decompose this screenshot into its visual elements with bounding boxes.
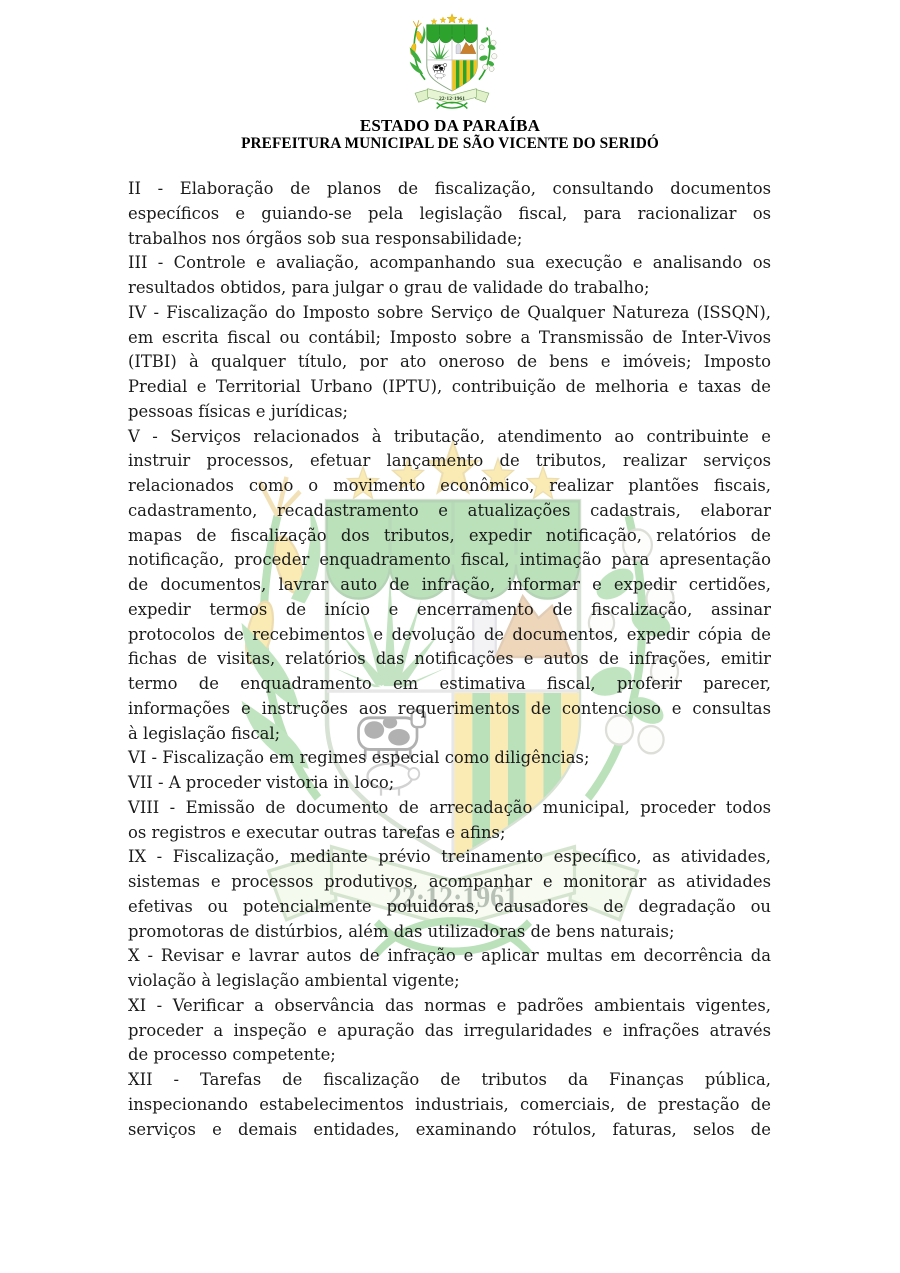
- document-line: III - Controle e avaliação, acompanhando sua execução e analisando os: [128, 253, 771, 273]
- document-line: VII - A proceder vistoria in loco;: [128, 773, 395, 792]
- document-line: efetivas ou potencialmente poluidoras, causadores de degradação ou: [128, 896, 771, 916]
- paragraph-X: [128, 944, 771, 994]
- document-line: de processo competente;: [128, 1045, 336, 1065]
- document-line: X - Revisar e lavrar autos de infração e aplicar multas em decorrência da: [128, 946, 771, 966]
- document-line: relacionados como o movimento econômico, realizar plantões fiscais,: [128, 476, 771, 495]
- document-line: trabalhos nos órgãos sob sua responsabilidade;: [128, 228, 523, 248]
- document-line: XI - Verificar a observância das normas e padrões ambientais vigentes,: [128, 995, 771, 1015]
- paragraph-VI: [128, 746, 771, 771]
- document-line: expedir termos de início e encerramento de fiscalização, assinar: [128, 599, 771, 619]
- document-line: específicos e guiando-se pela legislação fiscal, para racionalizar os: [128, 203, 771, 223]
- document-line: proceder a inspeção e apuração das irregularidades e infrações através: [128, 1020, 771, 1040]
- document-line: notificação, proceder enquadramento fiscal, intimação para apresentação: [128, 550, 771, 570]
- document-line: VI - Fiscalização em regimes especial como diligências;: [128, 748, 590, 768]
- document-line: instruir processos, efetuar lançamento de tributos, realizar serviços: [128, 451, 771, 471]
- paragraph-IV: [128, 301, 771, 425]
- document-line: sistemas e processos produtivos, acompanhar e monitorar as atividades: [128, 872, 771, 891]
- document-line: pessoas físicas e jurídicas;: [128, 401, 349, 421]
- document-line: em escrita fiscal ou contábil; Imposto sobre a Transmissão de Inter-Vivos: [128, 327, 771, 347]
- document-line: VIII - Emissão de documento de arrecadação municipal, proceder todos: [128, 797, 771, 817]
- municipality-title: PREFEITURA MUNICIPAL DE SÃO VICENTE DO SERIDÓ: [241, 135, 659, 152]
- document-line: mapas de fiscalização dos tributos, expedir notificação, relatórios de: [128, 525, 771, 545]
- paragraph-XI: [128, 994, 771, 1068]
- document-line: resultados obtidos, para julgar o grau de validade do trabalho;: [128, 278, 650, 297]
- paragraph-IX: [128, 845, 771, 944]
- state-title: ESTADO DA PARAÍBA: [359, 116, 541, 135]
- document-line: II - Elaboração de planos de fiscalização, consultando documentos: [128, 179, 771, 198]
- paragraph-V: [128, 425, 771, 747]
- paragraph-XII: [128, 1068, 771, 1142]
- coat-of-arms-logo: [398, 13, 506, 114]
- document-line: IV - Fiscalização do Imposto sobre Serviço de Qualquer Natureza (ISSQN),: [128, 302, 771, 322]
- paragraph-VIII: [128, 796, 771, 846]
- document-line: promotoras de distúrbios, além das utilizadoras de bens naturais;: [128, 921, 675, 941]
- document-line: serviços e demais entidades, examinando rótulos, faturas, selos de: [128, 1119, 771, 1139]
- document-line: termo de enquadramento em estimativa fiscal, proferir parecer,: [128, 674, 771, 693]
- document-line: inspecionando estabelecimentos industriais, comerciais, de prestação de: [128, 1094, 771, 1114]
- document-line: V - Serviços relacionados à tributação, atendimento ao contribuinte e: [128, 426, 771, 446]
- document-body: [128, 177, 771, 1142]
- document-line: à legislação fiscal;: [128, 723, 281, 743]
- document-line: Predial e Territorial Urbano (IPTU), contribuição de melhoria e taxas de: [128, 377, 771, 396]
- paragraph-III: [128, 251, 771, 301]
- document-line: os registros e executar outras tarefas e afins;: [128, 822, 506, 842]
- paragraph-VII: [128, 771, 771, 796]
- document-line: (ITBI) à qualquer título, por ato oneroso de bens e imóveis; Imposto: [128, 352, 771, 372]
- document-line: IX - Fiscalização, mediante prévio treinamento específico, as atividades,: [128, 847, 771, 867]
- document-line: informações e instruções aos requerimentos de contencioso e consultas: [128, 698, 771, 718]
- document-line: protocolos de recebimentos e devolução de documentos, expedir cópia de: [128, 624, 771, 644]
- document-line: de documentos, lavrar auto de infração, informar e expedir certidões,: [128, 575, 771, 594]
- letterhead: [0, 116, 900, 153]
- document-line: violação à legislação ambiental vigente;: [128, 971, 460, 990]
- document-line: XII - Tarefas de fiscalização de tributos da Finanças pública,: [128, 1070, 771, 1089]
- document-line: fichas de visitas, relatórios das notificações e autos de infrações, emitir: [128, 649, 771, 669]
- document-line: cadastramento, recadastramento e atualizações cadastrais, elaborar: [128, 500, 771, 520]
- paragraph-II: [128, 177, 771, 251]
